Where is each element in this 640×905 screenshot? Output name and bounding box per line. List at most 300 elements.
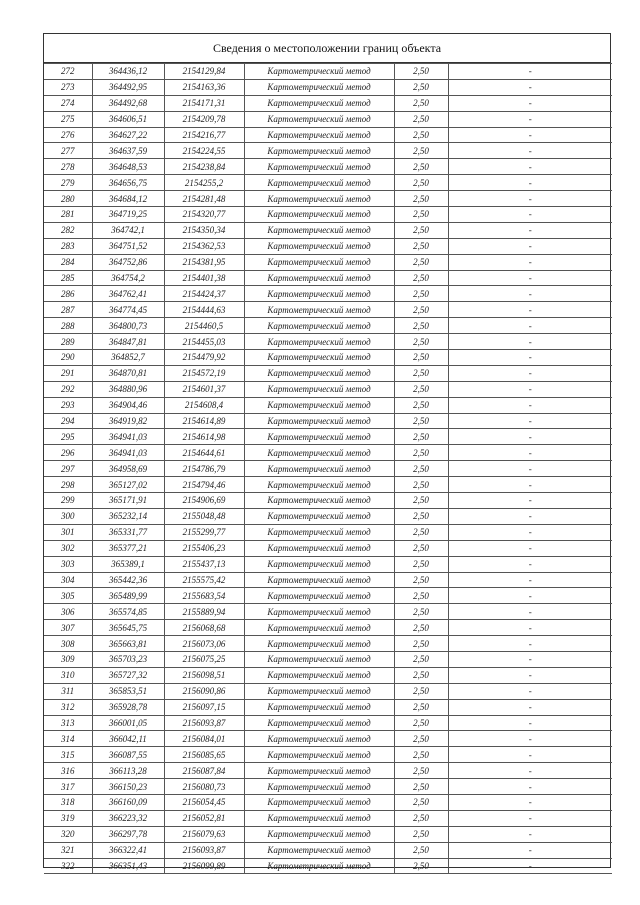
y-coordinate-cell: 2156098,51 bbox=[164, 667, 244, 683]
description-cell: - bbox=[448, 842, 612, 858]
method-cell: Картометрический метод bbox=[244, 64, 394, 80]
x-coordinate-cell: 364637,59 bbox=[92, 143, 164, 159]
table-row bbox=[44, 779, 612, 795]
method-cell: Картометрический метод bbox=[244, 699, 394, 715]
precision-cell: 2,50 bbox=[394, 731, 448, 747]
precision-cell: 2,50 bbox=[394, 350, 448, 366]
table-row bbox=[44, 651, 612, 667]
y-coordinate-cell: 2154255,2 bbox=[164, 175, 244, 191]
precision-cell: 2,50 bbox=[394, 381, 448, 397]
precision-cell: 2,50 bbox=[394, 270, 448, 286]
description-cell: - bbox=[448, 524, 612, 540]
table-row bbox=[44, 238, 612, 254]
description-cell: - bbox=[448, 540, 612, 556]
precision-cell: 2,50 bbox=[394, 588, 448, 604]
description-cell: - bbox=[448, 350, 612, 366]
method-cell: Картометрический метод bbox=[244, 842, 394, 858]
x-coordinate-cell: 366223,32 bbox=[92, 810, 164, 826]
point-number-cell: 297 bbox=[44, 461, 92, 477]
y-coordinate-cell: 2154238,84 bbox=[164, 159, 244, 175]
x-coordinate-cell: 364648,53 bbox=[92, 159, 164, 175]
precision-cell: 2,50 bbox=[394, 191, 448, 207]
precision-cell: 2,50 bbox=[394, 238, 448, 254]
table-row bbox=[44, 715, 612, 731]
y-coordinate-cell: 2156090,86 bbox=[164, 683, 244, 699]
table-row bbox=[44, 826, 612, 842]
point-number-cell: 319 bbox=[44, 810, 92, 826]
y-coordinate-cell: 2154460,5 bbox=[164, 318, 244, 334]
description-cell: - bbox=[448, 191, 612, 207]
y-coordinate-cell: 2155406,23 bbox=[164, 540, 244, 556]
x-coordinate-cell: 364492,95 bbox=[92, 79, 164, 95]
x-coordinate-cell: 365928,78 bbox=[92, 699, 164, 715]
x-coordinate-cell: 366087,55 bbox=[92, 747, 164, 763]
x-coordinate-cell: 364436,12 bbox=[92, 64, 164, 80]
precision-cell: 2,50 bbox=[394, 493, 448, 509]
table-row bbox=[44, 95, 612, 111]
description-cell: - bbox=[448, 493, 612, 509]
y-coordinate-cell: 2154601,37 bbox=[164, 381, 244, 397]
table-row bbox=[44, 302, 612, 318]
point-number-cell: 312 bbox=[44, 699, 92, 715]
x-coordinate-cell: 365389,1 bbox=[92, 556, 164, 572]
precision-cell: 2,50 bbox=[394, 858, 448, 874]
y-coordinate-cell: 2154572,19 bbox=[164, 365, 244, 381]
method-cell: Картометрический метод bbox=[244, 238, 394, 254]
method-cell: Картометрический метод bbox=[244, 270, 394, 286]
y-coordinate-cell: 2156093,87 bbox=[164, 842, 244, 858]
description-cell: - bbox=[448, 779, 612, 795]
point-number-cell: 299 bbox=[44, 493, 92, 509]
x-coordinate-cell: 365442,36 bbox=[92, 572, 164, 588]
x-coordinate-cell: 365489,99 bbox=[92, 588, 164, 604]
table-row bbox=[44, 477, 612, 493]
description-cell: - bbox=[448, 747, 612, 763]
description-cell: - bbox=[448, 445, 612, 461]
description-cell: - bbox=[448, 810, 612, 826]
y-coordinate-cell: 2156097,15 bbox=[164, 699, 244, 715]
description-cell: - bbox=[448, 381, 612, 397]
method-cell: Картометрический метод bbox=[244, 143, 394, 159]
table-row bbox=[44, 540, 612, 556]
table-row bbox=[44, 159, 612, 175]
method-cell: Картометрический метод bbox=[244, 445, 394, 461]
point-number-cell: 279 bbox=[44, 175, 92, 191]
y-coordinate-cell: 2154786,79 bbox=[164, 461, 244, 477]
precision-cell: 2,50 bbox=[394, 810, 448, 826]
precision-cell: 2,50 bbox=[394, 79, 448, 95]
table-row bbox=[44, 429, 612, 445]
x-coordinate-cell: 364754,2 bbox=[92, 270, 164, 286]
y-coordinate-cell: 2154350,34 bbox=[164, 222, 244, 238]
method-cell: Картометрический метод bbox=[244, 620, 394, 636]
y-coordinate-cell: 2154424,37 bbox=[164, 286, 244, 302]
table-row bbox=[44, 79, 612, 95]
y-coordinate-cell: 2154163,36 bbox=[164, 79, 244, 95]
table-row bbox=[44, 381, 612, 397]
precision-cell: 2,50 bbox=[394, 397, 448, 413]
x-coordinate-cell: 365574,85 bbox=[92, 604, 164, 620]
precision-cell: 2,50 bbox=[394, 334, 448, 350]
method-cell: Картометрический метод bbox=[244, 763, 394, 779]
point-number-cell: 282 bbox=[44, 222, 92, 238]
y-coordinate-cell: 2155889,94 bbox=[164, 604, 244, 620]
method-cell: Картометрический метод bbox=[244, 524, 394, 540]
boundary-points-table bbox=[44, 63, 612, 874]
precision-cell: 2,50 bbox=[394, 540, 448, 556]
table-row bbox=[44, 699, 612, 715]
x-coordinate-cell: 366297,78 bbox=[92, 826, 164, 842]
description-cell: - bbox=[448, 429, 612, 445]
x-coordinate-cell: 366113,28 bbox=[92, 763, 164, 779]
method-cell: Картометрический метод bbox=[244, 556, 394, 572]
method-cell: Картометрический метод bbox=[244, 731, 394, 747]
y-coordinate-cell: 2154216,77 bbox=[164, 127, 244, 143]
table-row bbox=[44, 604, 612, 620]
x-coordinate-cell: 364904,46 bbox=[92, 397, 164, 413]
point-number-cell: 316 bbox=[44, 763, 92, 779]
table-row bbox=[44, 350, 612, 366]
y-coordinate-cell: 2154320,77 bbox=[164, 207, 244, 223]
precision-cell: 2,50 bbox=[394, 763, 448, 779]
method-cell: Картометрический метод bbox=[244, 334, 394, 350]
y-coordinate-cell: 2156052,81 bbox=[164, 810, 244, 826]
method-cell: Картометрический метод bbox=[244, 747, 394, 763]
y-coordinate-cell: 2154129,84 bbox=[164, 64, 244, 80]
point-number-cell: 286 bbox=[44, 286, 92, 302]
point-number-cell: 272 bbox=[44, 64, 92, 80]
x-coordinate-cell: 364656,75 bbox=[92, 175, 164, 191]
table-row bbox=[44, 318, 612, 334]
precision-cell: 2,50 bbox=[394, 175, 448, 191]
table-row bbox=[44, 794, 612, 810]
y-coordinate-cell: 2154171,31 bbox=[164, 95, 244, 111]
description-cell: - bbox=[448, 715, 612, 731]
y-coordinate-cell: 2156075,25 bbox=[164, 651, 244, 667]
y-coordinate-cell: 2154614,98 bbox=[164, 429, 244, 445]
x-coordinate-cell: 364752,86 bbox=[92, 254, 164, 270]
method-cell: Картометрический метод bbox=[244, 572, 394, 588]
point-number-cell: 315 bbox=[44, 747, 92, 763]
precision-cell: 2,50 bbox=[394, 159, 448, 175]
y-coordinate-cell: 2156085,65 bbox=[164, 747, 244, 763]
precision-cell: 2,50 bbox=[394, 508, 448, 524]
point-number-cell: 298 bbox=[44, 477, 92, 493]
x-coordinate-cell: 365703,23 bbox=[92, 651, 164, 667]
x-coordinate-cell: 364627,22 bbox=[92, 127, 164, 143]
y-coordinate-cell: 2154209,78 bbox=[164, 111, 244, 127]
method-cell: Картометрический метод bbox=[244, 508, 394, 524]
point-number-cell: 317 bbox=[44, 779, 92, 795]
y-coordinate-cell: 2154906,69 bbox=[164, 493, 244, 509]
point-number-cell: 284 bbox=[44, 254, 92, 270]
y-coordinate-cell: 2156073,06 bbox=[164, 636, 244, 652]
point-number-cell: 295 bbox=[44, 429, 92, 445]
table-body bbox=[44, 64, 612, 874]
description-cell: - bbox=[448, 334, 612, 350]
boundary-table-sheet bbox=[43, 33, 611, 871]
method-cell: Картометрический метод bbox=[244, 381, 394, 397]
table-row bbox=[44, 254, 612, 270]
method-cell: Картометрический метод bbox=[244, 604, 394, 620]
method-cell: Картометрический метод bbox=[244, 175, 394, 191]
x-coordinate-cell: 364606,51 bbox=[92, 111, 164, 127]
point-number-cell: 289 bbox=[44, 334, 92, 350]
method-cell: Картометрический метод bbox=[244, 286, 394, 302]
y-coordinate-cell: 2155299,77 bbox=[164, 524, 244, 540]
precision-cell: 2,50 bbox=[394, 461, 448, 477]
x-coordinate-cell: 364719,25 bbox=[92, 207, 164, 223]
table-row bbox=[44, 191, 612, 207]
method-cell: Картометрический метод bbox=[244, 302, 394, 318]
description-cell: - bbox=[448, 651, 612, 667]
x-coordinate-cell: 364880,96 bbox=[92, 381, 164, 397]
precision-cell: 2,50 bbox=[394, 636, 448, 652]
x-coordinate-cell: 364774,45 bbox=[92, 302, 164, 318]
y-coordinate-cell: 2156084,01 bbox=[164, 731, 244, 747]
y-coordinate-cell: 2154381,95 bbox=[164, 254, 244, 270]
description-cell: - bbox=[448, 207, 612, 223]
point-number-cell: 320 bbox=[44, 826, 92, 842]
x-coordinate-cell: 364492,68 bbox=[92, 95, 164, 111]
x-coordinate-cell: 366150,23 bbox=[92, 779, 164, 795]
y-coordinate-cell: 2156093,87 bbox=[164, 715, 244, 731]
x-coordinate-cell: 364852,7 bbox=[92, 350, 164, 366]
method-cell: Картометрический метод bbox=[244, 493, 394, 509]
table-row bbox=[44, 461, 612, 477]
point-number-cell: 321 bbox=[44, 842, 92, 858]
point-number-cell: 300 bbox=[44, 508, 92, 524]
description-cell: - bbox=[448, 572, 612, 588]
description-cell: - bbox=[448, 365, 612, 381]
table-row bbox=[44, 334, 612, 350]
x-coordinate-cell: 365171,91 bbox=[92, 493, 164, 509]
method-cell: Картометрический метод bbox=[244, 810, 394, 826]
description-cell: - bbox=[448, 79, 612, 95]
description-cell: - bbox=[448, 731, 612, 747]
precision-cell: 2,50 bbox=[394, 64, 448, 80]
table-row bbox=[44, 397, 612, 413]
method-cell: Картометрический метод bbox=[244, 413, 394, 429]
y-coordinate-cell: 2156054,45 bbox=[164, 794, 244, 810]
table-row bbox=[44, 175, 612, 191]
method-cell: Картометрический метод bbox=[244, 191, 394, 207]
x-coordinate-cell: 365232,14 bbox=[92, 508, 164, 524]
precision-cell: 2,50 bbox=[394, 445, 448, 461]
precision-cell: 2,50 bbox=[394, 779, 448, 795]
x-coordinate-cell: 365127,02 bbox=[92, 477, 164, 493]
point-number-cell: 280 bbox=[44, 191, 92, 207]
y-coordinate-cell: 2154281,48 bbox=[164, 191, 244, 207]
description-cell: - bbox=[448, 699, 612, 715]
y-coordinate-cell: 2156087,84 bbox=[164, 763, 244, 779]
table-row bbox=[44, 365, 612, 381]
x-coordinate-cell: 364958,69 bbox=[92, 461, 164, 477]
precision-cell: 2,50 bbox=[394, 143, 448, 159]
y-coordinate-cell: 2154455,03 bbox=[164, 334, 244, 350]
precision-cell: 2,50 bbox=[394, 222, 448, 238]
x-coordinate-cell: 364751,52 bbox=[92, 238, 164, 254]
precision-cell: 2,50 bbox=[394, 620, 448, 636]
precision-cell: 2,50 bbox=[394, 95, 448, 111]
x-coordinate-cell: 365853,51 bbox=[92, 683, 164, 699]
description-cell: - bbox=[448, 413, 612, 429]
method-cell: Картометрический метод bbox=[244, 79, 394, 95]
point-number-cell: 277 bbox=[44, 143, 92, 159]
point-number-cell: 285 bbox=[44, 270, 92, 286]
table-row bbox=[44, 127, 612, 143]
point-number-cell: 306 bbox=[44, 604, 92, 620]
point-number-cell: 288 bbox=[44, 318, 92, 334]
y-coordinate-cell: 2154401,38 bbox=[164, 270, 244, 286]
method-cell: Картометрический метод bbox=[244, 350, 394, 366]
description-cell: - bbox=[448, 238, 612, 254]
precision-cell: 2,50 bbox=[394, 477, 448, 493]
precision-cell: 2,50 bbox=[394, 207, 448, 223]
table-row bbox=[44, 64, 612, 80]
point-number-cell: 292 bbox=[44, 381, 92, 397]
x-coordinate-cell: 366351,43 bbox=[92, 858, 164, 874]
description-cell: - bbox=[448, 636, 612, 652]
method-cell: Картометрический метод bbox=[244, 159, 394, 175]
x-coordinate-cell: 364919,82 bbox=[92, 413, 164, 429]
y-coordinate-cell: 2155437,13 bbox=[164, 556, 244, 572]
x-coordinate-cell: 365727,32 bbox=[92, 667, 164, 683]
point-number-cell: 318 bbox=[44, 794, 92, 810]
point-number-cell: 294 bbox=[44, 413, 92, 429]
point-number-cell: 301 bbox=[44, 524, 92, 540]
x-coordinate-cell: 364800,73 bbox=[92, 318, 164, 334]
method-cell: Картометрический метод bbox=[244, 779, 394, 795]
point-number-cell: 302 bbox=[44, 540, 92, 556]
point-number-cell: 275 bbox=[44, 111, 92, 127]
precision-cell: 2,50 bbox=[394, 826, 448, 842]
point-number-cell: 296 bbox=[44, 445, 92, 461]
point-number-cell: 313 bbox=[44, 715, 92, 731]
method-cell: Картометрический метод bbox=[244, 651, 394, 667]
description-cell: - bbox=[448, 588, 612, 604]
description-cell: - bbox=[448, 858, 612, 874]
x-coordinate-cell: 364847,81 bbox=[92, 334, 164, 350]
description-cell: - bbox=[448, 604, 612, 620]
description-cell: - bbox=[448, 286, 612, 302]
point-number-cell: 290 bbox=[44, 350, 92, 366]
x-coordinate-cell: 364870,81 bbox=[92, 365, 164, 381]
y-coordinate-cell: 2154444,63 bbox=[164, 302, 244, 318]
description-cell: - bbox=[448, 667, 612, 683]
method-cell: Картометрический метод bbox=[244, 95, 394, 111]
point-number-cell: 274 bbox=[44, 95, 92, 111]
description-cell: - bbox=[448, 397, 612, 413]
method-cell: Картометрический метод bbox=[244, 207, 394, 223]
method-cell: Картометрический метод bbox=[244, 397, 394, 413]
y-coordinate-cell: 2155683,54 bbox=[164, 588, 244, 604]
point-number-cell: 273 bbox=[44, 79, 92, 95]
precision-cell: 2,50 bbox=[394, 111, 448, 127]
description-cell: - bbox=[448, 175, 612, 191]
table-row bbox=[44, 270, 612, 286]
precision-cell: 2,50 bbox=[394, 127, 448, 143]
table-row bbox=[44, 588, 612, 604]
table-row bbox=[44, 572, 612, 588]
point-number-cell: 305 bbox=[44, 588, 92, 604]
method-cell: Картометрический метод bbox=[244, 365, 394, 381]
table-row bbox=[44, 445, 612, 461]
point-number-cell: 287 bbox=[44, 302, 92, 318]
precision-cell: 2,50 bbox=[394, 254, 448, 270]
x-coordinate-cell: 365645,75 bbox=[92, 620, 164, 636]
y-coordinate-cell: 2156080,73 bbox=[164, 779, 244, 795]
description-cell: - bbox=[448, 302, 612, 318]
x-coordinate-cell: 366001,05 bbox=[92, 715, 164, 731]
description-cell: - bbox=[448, 143, 612, 159]
y-coordinate-cell: 2154362,53 bbox=[164, 238, 244, 254]
method-cell: Картометрический метод bbox=[244, 826, 394, 842]
y-coordinate-cell: 2156099,89 bbox=[164, 858, 244, 874]
x-coordinate-cell: 365663,81 bbox=[92, 636, 164, 652]
point-number-cell: 314 bbox=[44, 731, 92, 747]
method-cell: Картометрический метод bbox=[244, 254, 394, 270]
method-cell: Картометрический метод bbox=[244, 588, 394, 604]
y-coordinate-cell: 2154644,61 bbox=[164, 445, 244, 461]
table-row bbox=[44, 286, 612, 302]
precision-cell: 2,50 bbox=[394, 842, 448, 858]
y-coordinate-cell: 2154794,46 bbox=[164, 477, 244, 493]
description-cell: - bbox=[448, 254, 612, 270]
table-row bbox=[44, 207, 612, 223]
precision-cell: 2,50 bbox=[394, 604, 448, 620]
y-coordinate-cell: 2154614,89 bbox=[164, 413, 244, 429]
method-cell: Картометрический метод bbox=[244, 111, 394, 127]
table-row bbox=[44, 683, 612, 699]
table-row bbox=[44, 842, 612, 858]
precision-cell: 2,50 bbox=[394, 667, 448, 683]
method-cell: Картометрический метод bbox=[244, 540, 394, 556]
precision-cell: 2,50 bbox=[394, 747, 448, 763]
description-cell: - bbox=[448, 556, 612, 572]
table-row bbox=[44, 413, 612, 429]
table-row bbox=[44, 731, 612, 747]
table-row bbox=[44, 556, 612, 572]
precision-cell: 2,50 bbox=[394, 794, 448, 810]
method-cell: Картометрический метод bbox=[244, 667, 394, 683]
precision-cell: 2,50 bbox=[394, 683, 448, 699]
y-coordinate-cell: 2156079,63 bbox=[164, 826, 244, 842]
table-row bbox=[44, 222, 612, 238]
point-number-cell: 307 bbox=[44, 620, 92, 636]
x-coordinate-cell: 364742,1 bbox=[92, 222, 164, 238]
precision-cell: 2,50 bbox=[394, 429, 448, 445]
point-number-cell: 276 bbox=[44, 127, 92, 143]
x-coordinate-cell: 364684,12 bbox=[92, 191, 164, 207]
description-cell: - bbox=[448, 826, 612, 842]
method-cell: Картометрический метод bbox=[244, 715, 394, 731]
precision-cell: 2,50 bbox=[394, 699, 448, 715]
point-number-cell: 304 bbox=[44, 572, 92, 588]
precision-cell: 2,50 bbox=[394, 715, 448, 731]
description-cell: - bbox=[448, 508, 612, 524]
point-number-cell: 278 bbox=[44, 159, 92, 175]
x-coordinate-cell: 364941,03 bbox=[92, 445, 164, 461]
table-row bbox=[44, 763, 612, 779]
method-cell: Картометрический метод bbox=[244, 477, 394, 493]
table-row bbox=[44, 143, 612, 159]
point-number-cell: 308 bbox=[44, 636, 92, 652]
table-row bbox=[44, 524, 612, 540]
table-row bbox=[44, 493, 612, 509]
point-number-cell: 291 bbox=[44, 365, 92, 381]
x-coordinate-cell: 366042,11 bbox=[92, 731, 164, 747]
